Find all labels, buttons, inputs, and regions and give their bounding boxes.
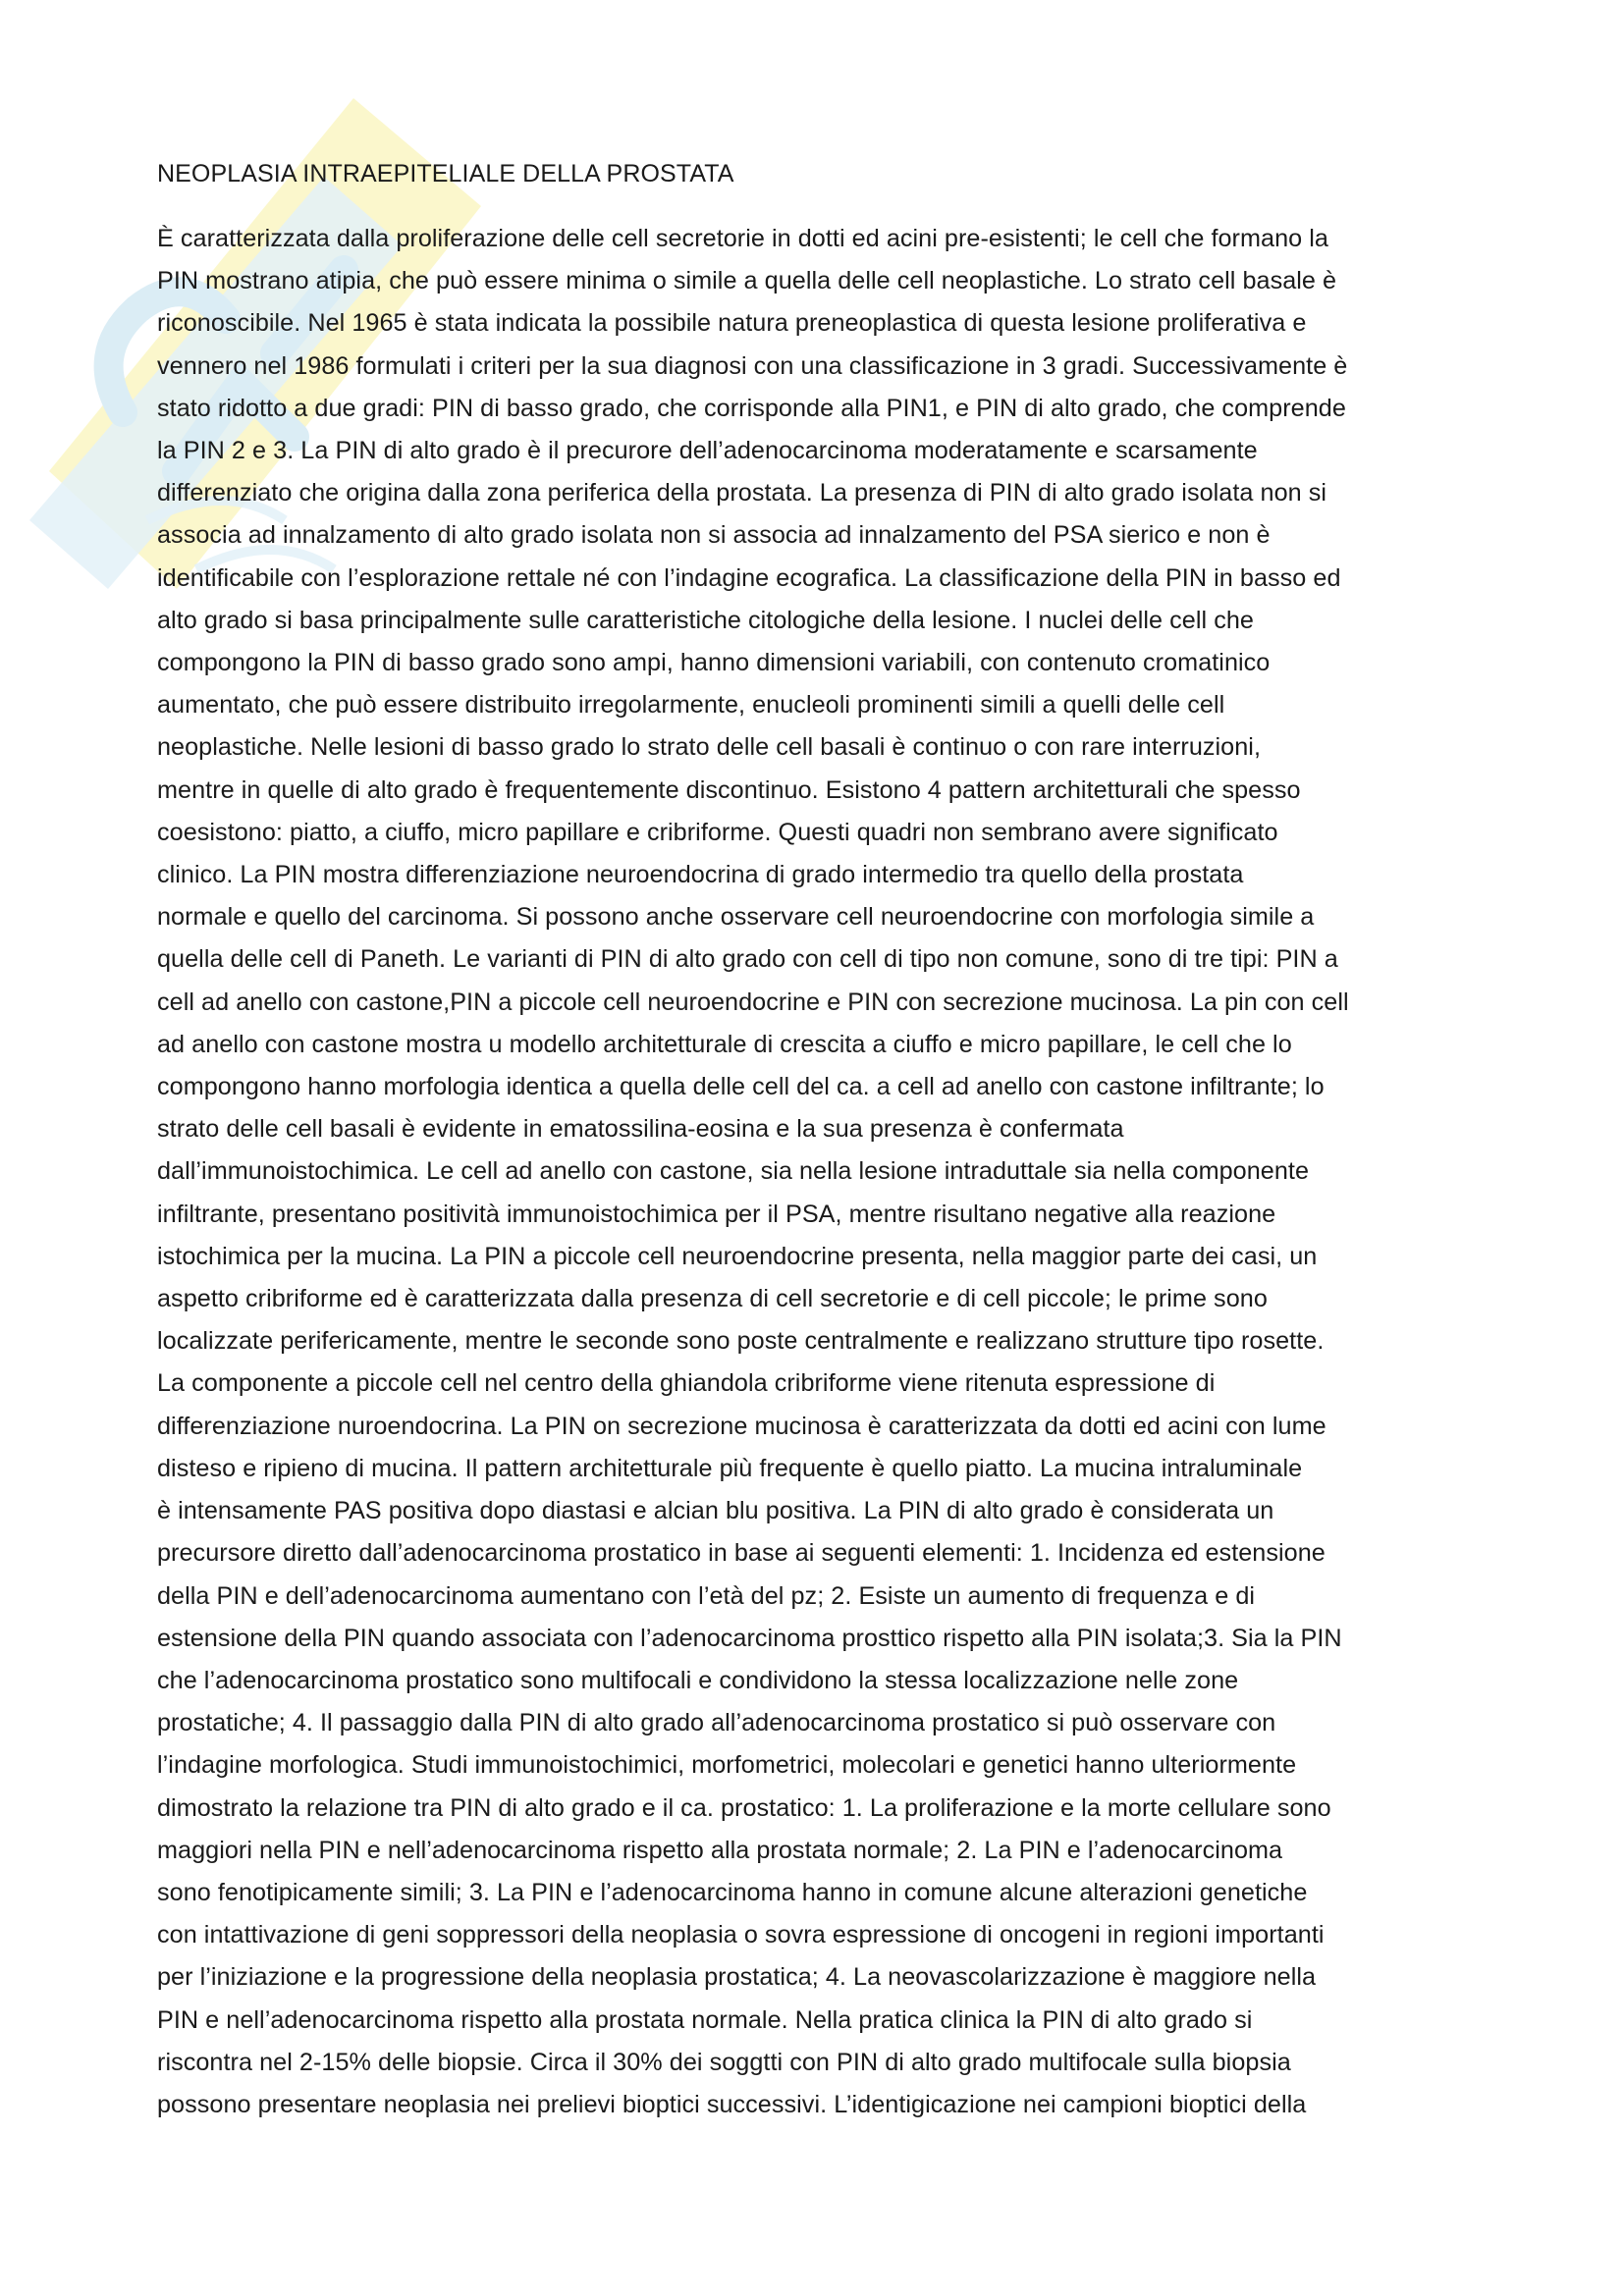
body-line: disteso e ripieno di mucina. Il pattern architetturale più frequente è quello piatto. La mucina intraluminale	[157, 1454, 1303, 1482]
body-line: compongono hanno morfologia identica a quella delle cell del ca. a cell ad anello con castone infiltrante; lo	[157, 1073, 1325, 1101]
document-body	[157, 218, 1473, 2126]
body-line: vennero nel 1986 formulati i criteri per la sua diagnosi con una classificazione in 3 gradi. Successivamente è	[157, 351, 1348, 380]
body-line: PIN mostrano atipia, che può essere minima o simile a quella delle cell neoplastiche. Lo strato cell basale è	[157, 267, 1337, 295]
body-line: aumentato, che può essere distribuito irregolarmente, enucleoli prominenti simili a quelli delle cell	[157, 691, 1225, 720]
body-line: neoplastiche. Nelle lesioni di basso grado lo strato delle cell basali è continuo o con rare interruzioni,	[157, 733, 1261, 762]
body-line: della PIN e dell’adenocarcinoma aumentano con l’età del pz; 2. Esiste un aumento di frequenza e di	[157, 1581, 1256, 1610]
body-line: strato delle cell basali è evidente in ematossilina-eosina e la sua presenza è confermata	[157, 1115, 1124, 1144]
body-line: con intattivazione di geni soppressori della neoplasia o sovra espressione di oncogeni in regioni importanti	[157, 1921, 1325, 1949]
body-line: differenziato che origina dalla zona periferica della prostata. La presenza di PIN di alto grado isolata non si	[157, 479, 1327, 507]
body-line: ad anello con castone mostra u modello architetturale di crescita a ciuffo e micro papillare, le cell che lo	[157, 1030, 1292, 1058]
body-line: possono presentare neoplasia nei prelievi bioptici successivi. L’identigicazione nei campioni bioptici della	[157, 2090, 1307, 2118]
body-line: prostatiche; 4. Il passaggio dalla PIN di alto grado all’adenocarcinoma prostatico si può osservare con	[157, 1709, 1276, 1737]
body-line: La componente a piccole cell nel centro della ghiandola cribriforme viene ritenuta espressione di	[157, 1369, 1216, 1398]
body-line: alto grado si basa principalmente sulle caratteristiche citologiche della lesione. I nuclei delle cell che	[157, 606, 1254, 634]
body-line: è intensamente PAS positiva dopo diastasi e alcian blu positiva. La PIN di alto grado è considerata un	[157, 1497, 1274, 1525]
body-line: È caratterizzata dalla proliferazione delle cell secretorie in dotti ed acini pre-esistenti; le cell che formano la	[157, 225, 1328, 252]
body-line: localizzate perifericamente, mentre le seconde sono poste centralmente e realizzano strutture tipo rosette.	[157, 1327, 1325, 1356]
body-line: precursore diretto dall’adenocarcinoma prostatico in base ai seguenti elementi: 1. Incidenza ed estensione	[157, 1539, 1326, 1568]
document-title: NEOPLASIA INTRAEPITELIALE DELLA PROSTATA	[157, 160, 734, 187]
body-line: riscontra nel 2-15% delle biopsie. Circa il 30% dei soggtti con PIN di alto grado multifocale sulla biopsia	[157, 2048, 1291, 2076]
body-line: normale e quello del carcinoma. Si possono anche osservare cell neuroendocrine con morfologia simile a	[157, 903, 1315, 932]
body-line: riconoscibile. Nel 1965 è stata indicata la possibile natura preneoplastica di questa lesione proliferativa e	[157, 309, 1307, 338]
body-line: infiltrante, presentano positività immunoistochimica per il PSA, mentre risultano negative alla reazione	[157, 1200, 1276, 1228]
body-line: dall’immunoistochimica. Le cell ad anello con castone, sia nella lesione intraduttale sia nella componente	[157, 1157, 1309, 1186]
body-line: estensione della PIN quando associata con l’adenocarcinoma prosttico rispetto alla PIN isolata;3. Sia la PIN	[157, 1624, 1342, 1652]
body-line: per l’iniziazione e la progressione della neoplasia prostatica; 4. La neovascolarizzazione è maggiore nella	[157, 1963, 1317, 1992]
body-line: identificabile con l’esplorazione rettale né con l’indagine ecografica. La classificazione della PIN in basso ed	[157, 563, 1341, 592]
body-line: dimostrato la relazione tra PIN di alto grado e il ca. prostatico: 1. La proliferazione e la morte cellulare sono	[157, 1793, 1331, 1822]
body-line: istochimica per la mucina. La PIN a piccole cell neuroendocrine presenta, nella maggior parte dei casi, un	[157, 1242, 1318, 1270]
body-line: compongono la PIN di basso grado sono ampi, hanno dimensioni variabili, con contenuto cromatinico	[157, 649, 1271, 677]
document-content	[157, 155, 1473, 2126]
body-line: quella delle cell di Paneth. Le varianti di PIN di alto grado con cell di tipo non comune, sono di tre tipi: PIN a	[157, 945, 1338, 974]
body-line: la PIN 2 e 3. La PIN di alto grado è il precurore dell’adenocarcinoma moderatamente e scarsamente	[157, 437, 1258, 465]
body-line: associa ad innalzamento di alto grado isolata non si associa ad innalzamento del PSA sierico e non è	[157, 521, 1271, 550]
body-line: PIN e nell’adenocarcinoma rispetto alla prostata normale. Nella pratica clinica la PIN di alto grado si	[157, 2005, 1253, 2034]
body-line: coesistono: piatto, a ciuffo, micro papillare e cribriforme. Questi quadri non sembrano avere significato	[157, 818, 1278, 846]
body-line: clinico. La PIN mostra differenziazione neuroendocrina di grado intermedio tra quello della prostata	[157, 861, 1244, 889]
body-line: che l’adenocarcinoma prostatico sono multifocali e condividono la stessa localizzazione nelle zone	[157, 1666, 1239, 1694]
body-line: cell ad anello con castone,PIN a piccole cell neuroendocrine e PIN con secrezione mucinosa. La pin con cell	[157, 988, 1349, 1016]
body-line: differenziazione nuroendocrina. La PIN on secrezione mucinosa è caratterizzata da dotti ed acini con lume	[157, 1412, 1326, 1440]
body-line: maggiori nella PIN e nell’adenocarcinoma rispetto alla prostata normale; 2. La PIN e l’adenocarcinoma	[157, 1836, 1283, 1864]
body-line: sono fenotipicamente simili; 3. La PIN e l’adenocarcinoma hanno in comune alcune alterazioni genetiche	[157, 1878, 1308, 1906]
body-line: aspetto cribriforme ed è caratterizzata dalla presenza di cell secretorie e di cell piccole; le prime sono	[157, 1285, 1268, 1313]
body-line: stato ridotto a due gradi: PIN di basso grado, che corrisponde alla PIN1, e PIN di alto grado, che comprende	[157, 394, 1346, 422]
body-line: l’indagine morfologica. Studi immunoistochimici, morfometrici, molecolari e genetici hanno ulteriormente	[157, 1751, 1297, 1780]
body-line: mentre in quelle di alto grado è frequentemente discontinuo. Esistono 4 pattern architetturali che spesso	[157, 775, 1301, 804]
